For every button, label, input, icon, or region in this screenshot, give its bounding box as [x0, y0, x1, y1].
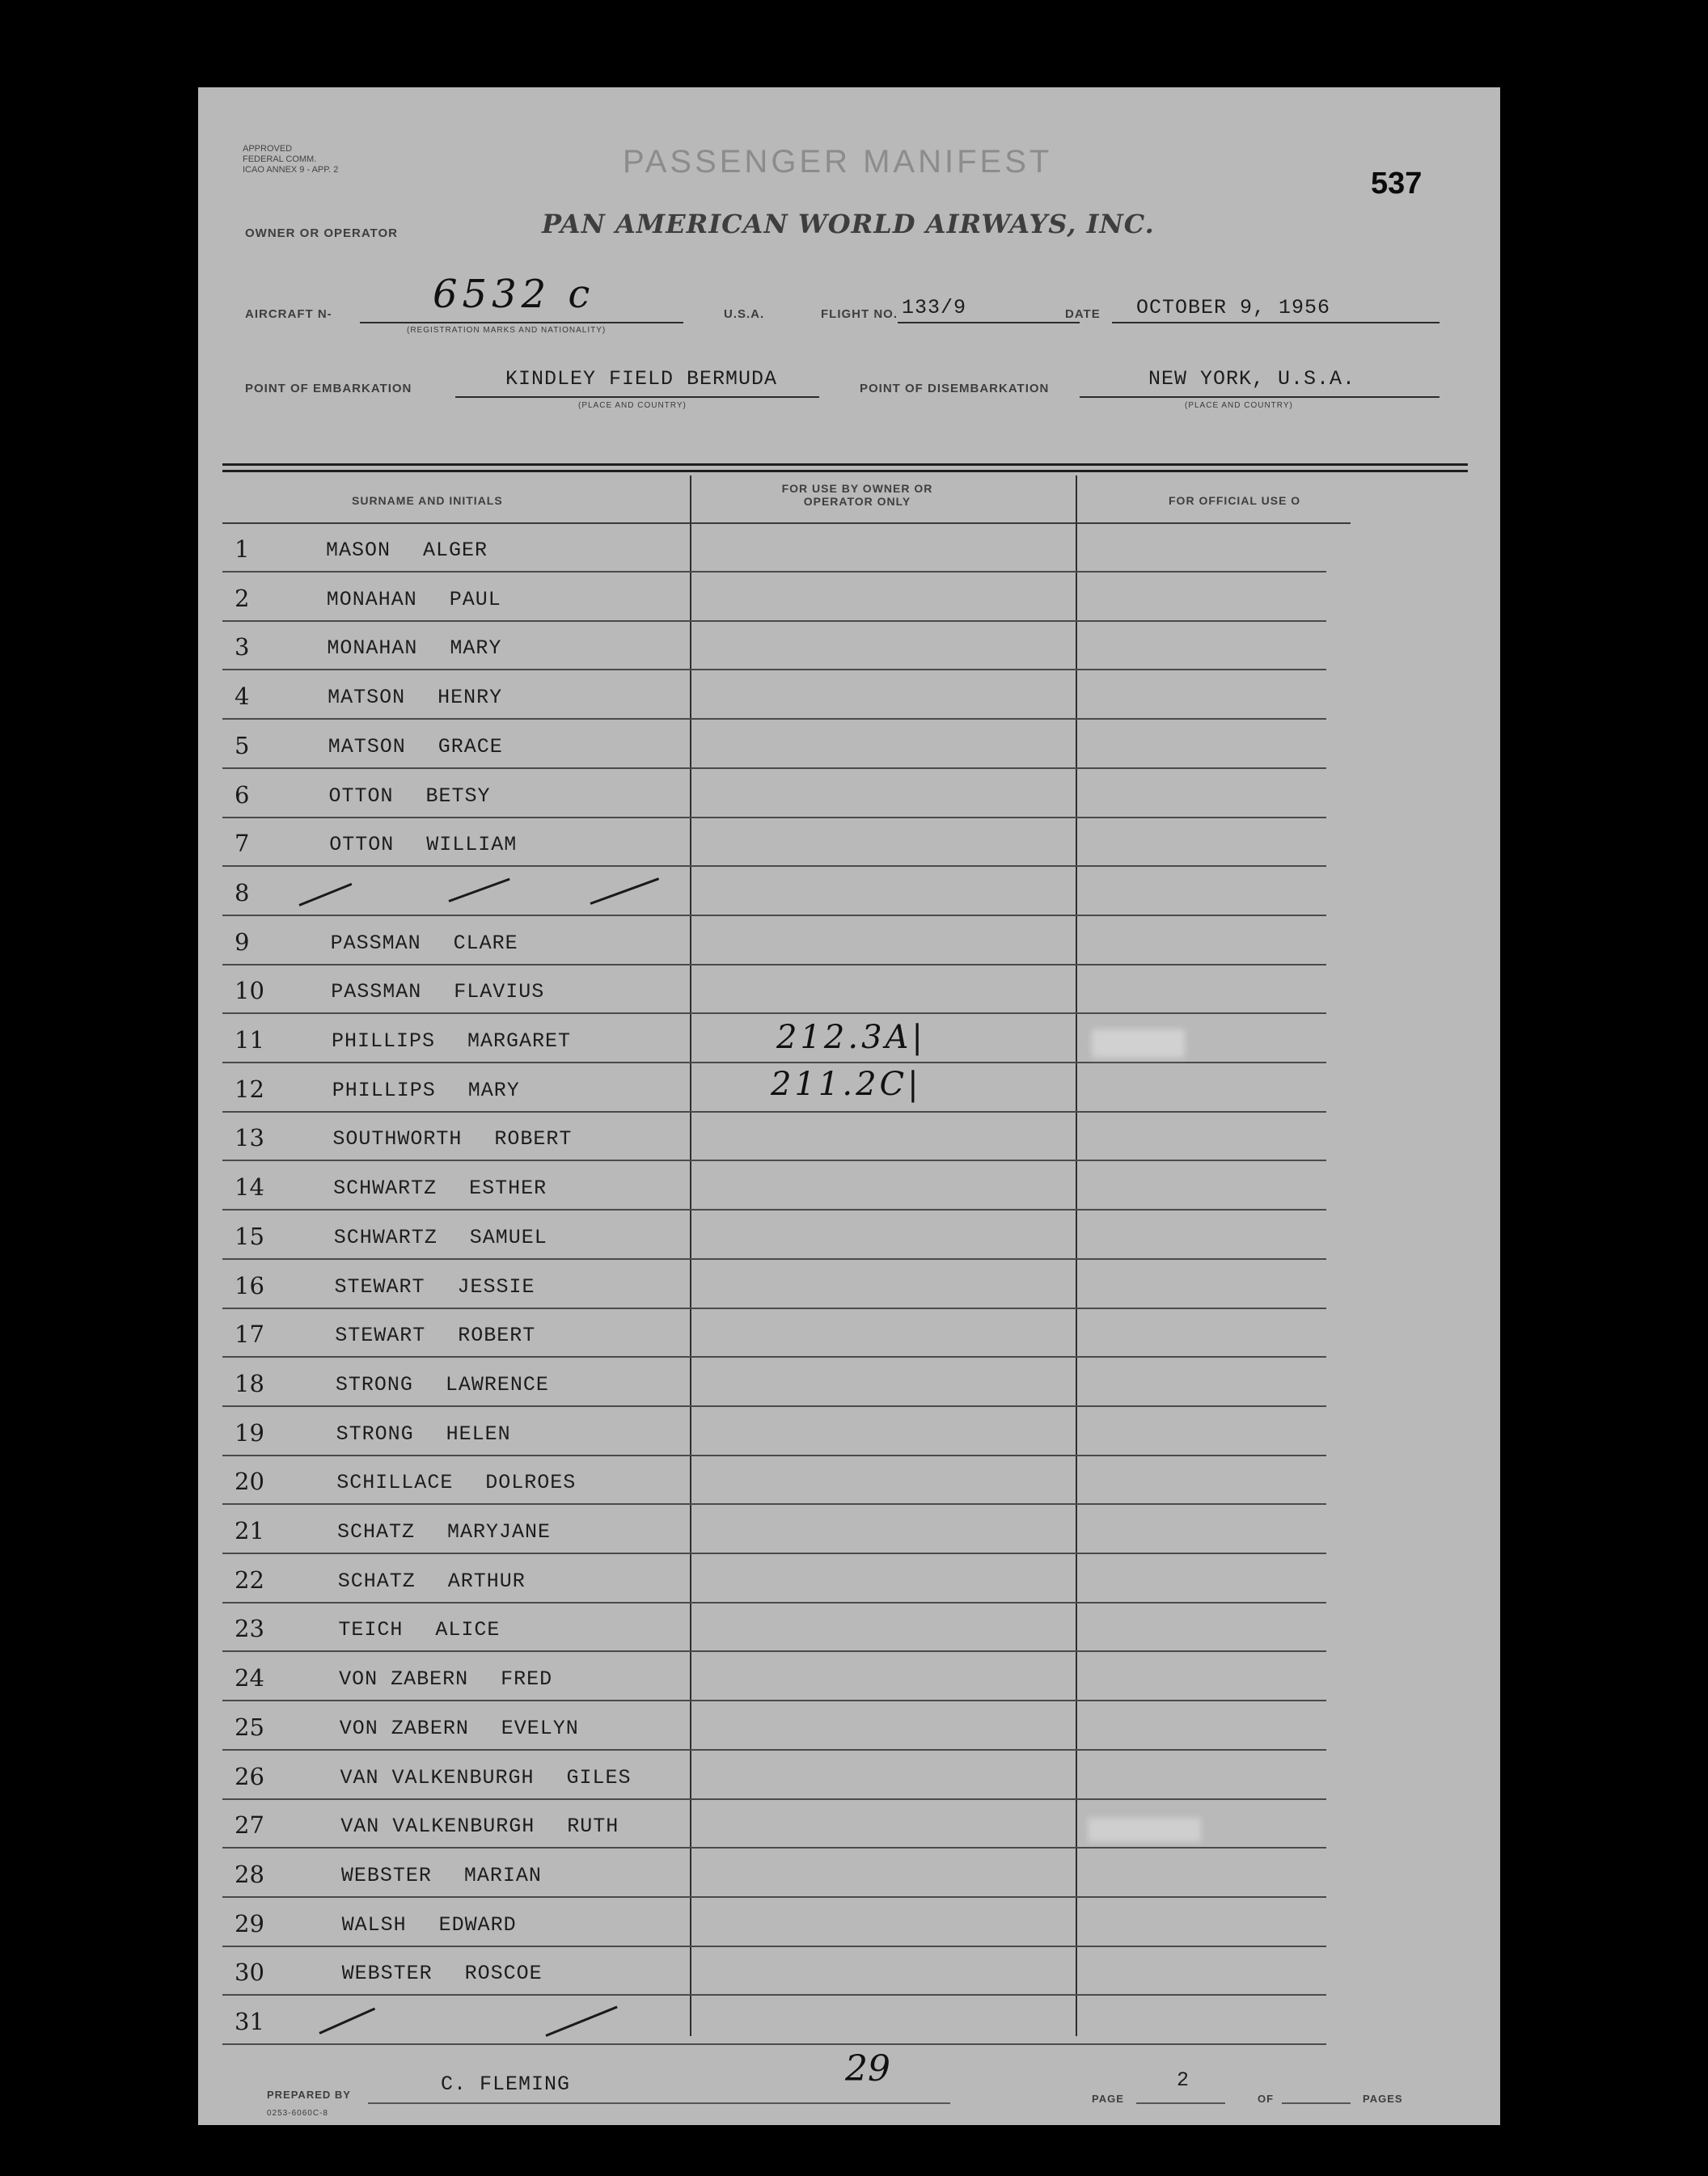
date-underline	[1112, 322, 1440, 323]
row-number: 22	[235, 1565, 264, 1594]
row-number: 30	[235, 1958, 264, 1987]
row-rule	[222, 1209, 1326, 1211]
row-rule	[222, 767, 1326, 769]
row-number: 1	[235, 535, 250, 563]
row-rule	[222, 1258, 1326, 1260]
usa-label: U.S.A.	[724, 307, 765, 321]
passenger-surname: STRONG	[335, 1372, 413, 1396]
row-number: 31	[235, 2008, 264, 2035]
of-label: OF	[1258, 2093, 1275, 2105]
handwritten-total: 29	[845, 2048, 890, 2089]
list-item	[198, 1899, 1326, 1947]
row-rule	[222, 1896, 1326, 1898]
passenger-given-name: MARYJANE	[447, 1520, 552, 1544]
row-number: 21	[235, 1517, 264, 1544]
list-item	[198, 1947, 1326, 1996]
list-item	[198, 1506, 1326, 1554]
date-label: DATE	[1065, 307, 1101, 321]
passenger-surname: PHILLIPS	[332, 1029, 436, 1053]
list-item	[198, 818, 1326, 867]
approval-line-1: APPROVED	[243, 144, 293, 154]
flight-label: FLIGHT NO.	[821, 307, 898, 321]
passenger-surname: WEBSTER	[341, 1962, 433, 1986]
list-item	[198, 720, 1326, 769]
passenger-given-name: FRED	[501, 1667, 553, 1692]
list-item	[198, 1653, 1326, 1701]
list-item	[198, 868, 1326, 916]
list-item	[198, 622, 1326, 670]
embark-underline	[455, 396, 819, 398]
form-code: 0253-6060C-8	[267, 2109, 328, 2118]
list-item	[198, 1996, 1326, 2045]
flight-underline	[898, 322, 1080, 323]
row-rule	[222, 817, 1326, 818]
embark-label: POINT OF EMBARKATION	[245, 382, 412, 395]
row-number: 9	[235, 927, 250, 956]
row-rule	[222, 620, 1326, 622]
row-rule	[222, 915, 1326, 916]
col-surname-header: SURNAME AND INITIALS	[352, 494, 503, 507]
header-rule-top	[222, 463, 1468, 466]
passenger-surname: MATSON	[328, 686, 406, 710]
row-number: 17	[235, 1320, 264, 1349]
row-rule	[222, 1946, 1326, 1947]
row-rule	[222, 1847, 1326, 1849]
row-rule	[222, 865, 1326, 867]
row-number: 7	[235, 830, 250, 858]
list-item	[198, 1603, 1326, 1652]
pages-label: PAGES	[1363, 2093, 1403, 2105]
passenger-surname: PHILLIPS	[332, 1078, 436, 1102]
row-rule	[222, 1994, 1326, 1996]
passenger-given-name: GILES	[566, 1765, 632, 1789]
page-value: 2	[1177, 2068, 1190, 2092]
passenger-given-name: GRACE	[438, 734, 503, 758]
list-item	[198, 1408, 1326, 1456]
passenger-given-name: CLARE	[453, 931, 518, 955]
passenger-given-name: ROBERT	[458, 1324, 536, 1348]
row-number: 27	[235, 1811, 264, 1840]
approval-line-3: ICAO ANNEX 9 - APP. 2	[243, 165, 339, 175]
passenger-surname: WEBSTER	[340, 1863, 432, 1887]
row-rule	[222, 1356, 1326, 1358]
row-number: 12	[235, 1075, 264, 1103]
owner-label: OWNER OR OPERATOR	[245, 226, 398, 240]
list-item	[198, 573, 1326, 622]
passenger-given-name: RUTH	[567, 1815, 619, 1839]
registration-caption: (REGISTRATION MARKS AND NATIONALITY)	[407, 326, 607, 335]
flight-value: 133/9	[902, 296, 967, 319]
row-rule	[222, 669, 1326, 670]
passenger-surname: SCHILLACE	[336, 1471, 454, 1495]
passenger-given-name: LAWRENCE	[445, 1372, 549, 1396]
disembark-underline	[1080, 396, 1440, 398]
prepared-label: PREPARED BY	[267, 2089, 351, 2101]
passenger-surname: OTTON	[329, 833, 395, 857]
disembark-value: NEW YORK, U.S.A.	[1148, 367, 1356, 391]
manifest-sheet	[198, 87, 1500, 2125]
row-number: 2	[235, 584, 250, 612]
passenger-given-name: FLAVIUS	[454, 980, 545, 1004]
row-rule	[222, 2043, 1326, 2045]
list-item	[198, 1113, 1326, 1161]
list-item	[198, 1456, 1326, 1505]
passenger-surname: MONAHAN	[327, 636, 418, 661]
passenger-given-name: ALICE	[435, 1618, 501, 1642]
row-rule	[222, 1503, 1326, 1505]
passenger-surname: VAN VALKENBURGH	[340, 1765, 535, 1789]
list-item	[198, 1261, 1326, 1309]
list-item	[198, 1358, 1326, 1407]
form-title: PASSENGER MANIFEST	[623, 144, 1053, 180]
list-item	[198, 1064, 1326, 1113]
passenger-surname: MONAHAN	[326, 587, 417, 611]
list-item	[198, 965, 1326, 1014]
header-rule-bottom	[222, 470, 1468, 472]
list-item	[198, 1555, 1326, 1603]
row-rule	[222, 1111, 1326, 1113]
list-item	[198, 917, 1326, 965]
owner-note-row-12: 211.2C|	[771, 1066, 922, 1103]
passenger-given-name: ESTHER	[469, 1177, 547, 1201]
prepared-value: C. FLEMING	[441, 2072, 571, 2096]
row-rule	[222, 571, 1326, 573]
passenger-surname: VON ZABERN	[339, 1716, 469, 1740]
row-rule	[222, 964, 1326, 965]
disembark-label: POINT OF DISEMBARKATION	[860, 382, 1050, 395]
approval-stamp	[243, 144, 338, 175]
passenger-surname: WALSH	[341, 1912, 407, 1937]
passenger-given-name: WILLIAM	[426, 833, 518, 857]
passenger-surname: SOUTHWORTH	[332, 1127, 463, 1151]
row-number: 3	[235, 633, 250, 661]
row-rule	[222, 1749, 1326, 1751]
row-number: 23	[235, 1615, 264, 1643]
passenger-surname: SCHATZ	[337, 1520, 416, 1544]
passenger-surname: MATSON	[328, 734, 406, 758]
row-number: 6	[235, 780, 250, 809]
passenger-given-name: MARGARET	[467, 1029, 572, 1053]
passenger-surname: MASON	[326, 539, 391, 562]
operator-name: PAN AMERICAN WORLD AIRWAYS, INC.	[542, 209, 1155, 239]
row-number: 25	[235, 1713, 264, 1741]
passenger-given-name: HELEN	[446, 1422, 511, 1446]
row-number: 20	[235, 1468, 264, 1496]
row-rule	[222, 1455, 1326, 1456]
passenger-given-name: BETSY	[425, 784, 491, 808]
aircraft-underline	[360, 322, 683, 323]
aircraft-value: 6532 c	[433, 272, 595, 317]
passenger-given-name: SAMUEL	[469, 1225, 547, 1249]
row-rule	[222, 1062, 1326, 1063]
row-rule	[222, 1700, 1326, 1701]
row-number: 11	[235, 1026, 264, 1054]
passenger-given-name: ROBERT	[494, 1127, 573, 1151]
passenger-surname: OTTON	[328, 784, 394, 808]
row-rule	[222, 1012, 1326, 1014]
row-rule	[222, 1308, 1326, 1309]
owner-note-row-11: 212.3A|	[776, 1019, 926, 1056]
erasure-smudge	[1092, 1029, 1185, 1058]
list-item	[198, 524, 1326, 573]
passenger-given-name: DOLROES	[485, 1471, 577, 1495]
passenger-surname: STRONG	[336, 1422, 414, 1446]
passenger-surname: PASSMAN	[330, 931, 421, 955]
date-value: OCTOBER 9, 1956	[1136, 296, 1331, 319]
list-item	[198, 770, 1326, 818]
passenger-given-name: PAUL	[449, 587, 501, 611]
passenger-surname: STEWART	[334, 1274, 425, 1299]
row-rule	[222, 1160, 1326, 1161]
page-stamp-number: 537	[1371, 167, 1423, 201]
list-item	[198, 1309, 1326, 1358]
passenger-given-name: ALGER	[423, 539, 488, 562]
row-rule	[222, 718, 1326, 720]
row-rule	[222, 1553, 1326, 1554]
passenger-given-name: HENRY	[438, 686, 503, 710]
row-number: 10	[235, 977, 264, 1005]
list-item	[198, 1751, 1326, 1800]
passenger-given-name: MARIAN	[463, 1863, 542, 1887]
disembark-caption: (PLACE AND COUNTRY)	[1185, 401, 1293, 410]
passenger-given-name: MARY	[450, 636, 502, 661]
approval-line-2: FEDERAL COMM.	[243, 154, 317, 164]
row-rule	[222, 1798, 1326, 1800]
passenger-given-name: ROSCOE	[464, 1962, 543, 1986]
prepared-underline	[368, 2102, 950, 2104]
passenger-surname: TEICH	[338, 1618, 404, 1642]
embark-caption: (PLACE AND COUNTRY)	[578, 401, 687, 410]
passenger-surname: VON ZABERN	[339, 1667, 469, 1692]
erasure-smudge	[1088, 1818, 1201, 1842]
col-official-header: FOR OFFICIAL USE O	[1169, 494, 1301, 507]
row-number: 5	[235, 731, 250, 759]
row-number: 29	[235, 1909, 264, 1937]
row-number: 15	[235, 1222, 264, 1250]
page-label: PAGE	[1092, 2093, 1124, 2105]
passenger-given-name: ARTHUR	[447, 1569, 526, 1593]
passenger-surname: SCHATZ	[337, 1569, 416, 1593]
passenger-surname: SCHWARTZ	[333, 1225, 438, 1249]
row-rule	[222, 1602, 1326, 1603]
passenger-given-name: MARY	[467, 1078, 520, 1102]
list-item	[198, 671, 1326, 720]
passenger-surname: PASSMAN	[331, 980, 422, 1004]
list-item	[198, 1211, 1326, 1260]
row-rule	[222, 1650, 1326, 1652]
row-number: 13	[235, 1124, 264, 1152]
row-number: 8	[235, 878, 250, 906]
passenger-surname: SCHWARTZ	[333, 1177, 438, 1201]
passenger-given-name: JESSIE	[457, 1274, 535, 1299]
embark-value: KINDLEY FIELD BERMUDA	[505, 367, 778, 391]
col-owner-header: FOR USE BY OWNER OR OPERATOR ONLY	[781, 482, 933, 508]
row-rule	[222, 1405, 1326, 1407]
of-underline	[1282, 2102, 1351, 2104]
passenger-surname: STEWART	[335, 1324, 426, 1348]
page-underline	[1136, 2102, 1225, 2104]
row-number: 19	[235, 1418, 264, 1447]
row-number: 26	[235, 1762, 264, 1790]
row-number: 24	[235, 1664, 264, 1692]
row-number: 16	[235, 1271, 264, 1299]
aircraft-label: AIRCRAFT N-	[245, 307, 332, 321]
row-number: 28	[235, 1860, 264, 1888]
list-item	[198, 1702, 1326, 1751]
row-number: 4	[235, 682, 250, 711]
passenger-given-name: EDWARD	[438, 1912, 517, 1937]
passenger-surname: VAN VALKENBURGH	[340, 1815, 535, 1839]
row-number: 18	[235, 1369, 264, 1397]
row-number: 14	[235, 1173, 264, 1202]
list-item	[198, 1849, 1326, 1898]
list-item	[198, 1162, 1326, 1211]
passenger-given-name: EVELYN	[501, 1716, 579, 1740]
